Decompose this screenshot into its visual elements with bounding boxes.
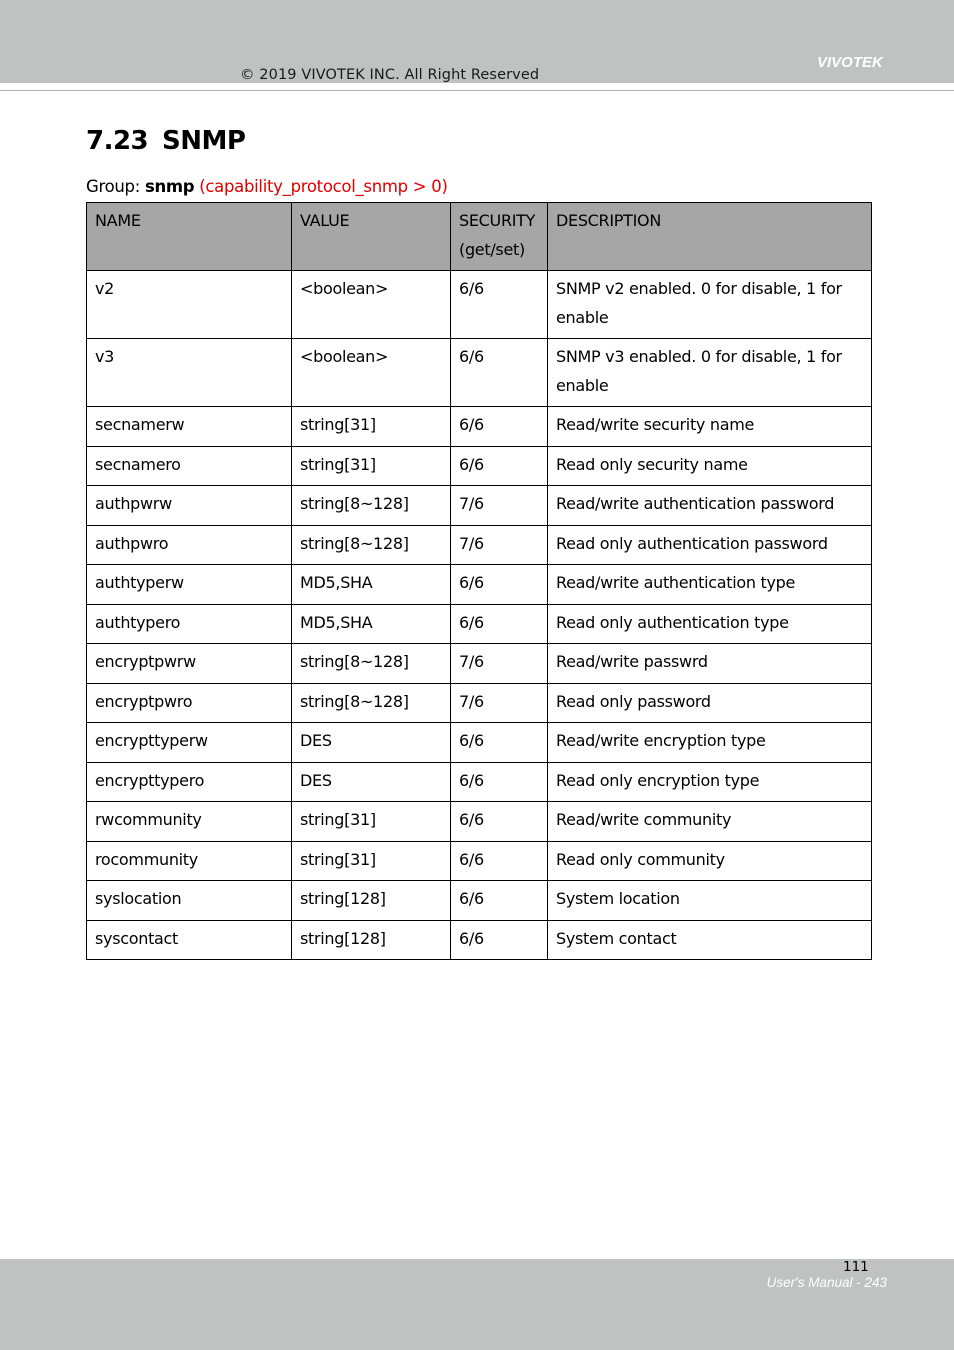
- table-row: [87, 644, 872, 684]
- cell-description: SNMP v3 enabled. 0 for disable, 1 for enable: [548, 339, 872, 407]
- group-name: snmp: [144, 177, 195, 196]
- table-row: [87, 841, 872, 881]
- cell-security: 6/6: [451, 407, 548, 447]
- table-row: [87, 339, 872, 407]
- cell-description: Read/write authentication password: [548, 486, 872, 526]
- table-row: [87, 271, 872, 339]
- cell-name: encrypttypero: [87, 762, 292, 802]
- cell-description: Read/write authentication type: [548, 565, 872, 605]
- header-value: VALUE: [292, 203, 451, 271]
- cell-value: MD5,SHA: [292, 565, 451, 605]
- group-condition: (capability_protocol_snmp > 0): [194, 177, 448, 196]
- table-row: [87, 604, 872, 644]
- table-row: [87, 446, 872, 486]
- header-security-line1: SECURITY: [459, 211, 536, 230]
- table-row: [87, 565, 872, 605]
- cell-security: 6/6: [451, 446, 548, 486]
- table-row: [87, 407, 872, 447]
- cell-value: string[31]: [292, 802, 451, 842]
- section-number: 7.23: [86, 126, 149, 156]
- cell-name: authtypero: [87, 604, 292, 644]
- header-description: DESCRIPTION: [548, 203, 872, 271]
- table-row: [87, 762, 872, 802]
- group-line: [86, 177, 448, 196]
- cell-value: string[8~128]: [292, 486, 451, 526]
- cell-security: 7/6: [451, 644, 548, 684]
- cell-name: encrypttyperw: [87, 723, 292, 763]
- cell-description: Read only encryption type: [548, 762, 872, 802]
- cell-value: string[128]: [292, 920, 451, 960]
- cell-security: 6/6: [451, 604, 548, 644]
- cell-description: System contact: [548, 920, 872, 960]
- cell-description: Read only community: [548, 841, 872, 881]
- cell-security: 6/6: [451, 565, 548, 605]
- table-row: [87, 683, 872, 723]
- header-security-line2: (get/set): [459, 239, 525, 259]
- header-name: NAME: [87, 203, 292, 271]
- footer-band: [0, 1259, 954, 1350]
- cell-security: 6/6: [451, 881, 548, 921]
- cell-description: Read/write passwrd: [548, 644, 872, 684]
- cell-security: 7/6: [451, 683, 548, 723]
- table-row: [87, 920, 872, 960]
- cell-value: string[31]: [292, 446, 451, 486]
- cell-name: syslocation: [87, 881, 292, 921]
- cell-value: string[128]: [292, 881, 451, 921]
- section-name: SNMP: [162, 126, 246, 156]
- cell-name: syscontact: [87, 920, 292, 960]
- cell-name: rwcommunity: [87, 802, 292, 842]
- table-row: [87, 723, 872, 763]
- cell-security: 6/6: [451, 339, 548, 407]
- cell-security: 6/6: [451, 920, 548, 960]
- cell-description: Read only authentication type: [548, 604, 872, 644]
- cell-security: 7/6: [451, 486, 548, 526]
- brand-logo-text: VIVOTEK: [817, 54, 883, 71]
- cell-description: Read/write community: [548, 802, 872, 842]
- cell-security: 7/6: [451, 525, 548, 565]
- manual-page-label: User's Manual - 243: [766, 1275, 887, 1290]
- cell-security: 6/6: [451, 271, 548, 339]
- section-title: [86, 126, 245, 156]
- cell-name: v3: [87, 339, 292, 407]
- cell-security: 6/6: [451, 762, 548, 802]
- cell-value: string[31]: [292, 841, 451, 881]
- cell-value: <boolean>: [292, 271, 451, 339]
- copyright-notice: © 2019 VIVOTEK INC. All Right Reserved: [240, 67, 540, 83]
- header-security: [451, 203, 548, 271]
- cell-name: encryptpwrw: [87, 644, 292, 684]
- cell-name: encryptpwro: [87, 683, 292, 723]
- cell-value: MD5,SHA: [292, 604, 451, 644]
- header-divider: [0, 90, 954, 91]
- cell-value: DES: [292, 723, 451, 763]
- cell-value: <boolean>: [292, 339, 451, 407]
- cell-name: authpwrw: [87, 486, 292, 526]
- cell-description: Read only password: [548, 683, 872, 723]
- cell-name: authtyperw: [87, 565, 292, 605]
- cell-description: Read/write security name: [548, 407, 872, 447]
- cell-value: string[31]: [292, 407, 451, 447]
- group-prefix: Group:: [86, 177, 145, 196]
- cell-security: 6/6: [451, 723, 548, 763]
- table-row: [87, 525, 872, 565]
- cell-name: authpwro: [87, 525, 292, 565]
- cell-description: System location: [548, 881, 872, 921]
- cell-description: Read only authentication password: [548, 525, 872, 565]
- table-row: [87, 486, 872, 526]
- cell-description: Read/write encryption type: [548, 723, 872, 763]
- cell-name: secnamero: [87, 446, 292, 486]
- cell-description: Read only security name: [548, 446, 872, 486]
- cell-value: string[8~128]: [292, 644, 451, 684]
- table-row: [87, 802, 872, 842]
- parameter-table: [86, 202, 872, 960]
- cell-name: secnamerw: [87, 407, 292, 447]
- cell-description: SNMP v2 enabled. 0 for disable, 1 for enable: [548, 271, 872, 339]
- table-row: [87, 881, 872, 921]
- table-header-row: [87, 203, 872, 271]
- cell-name: v2: [87, 271, 292, 339]
- cell-security: 6/6: [451, 841, 548, 881]
- cell-security: 6/6: [451, 802, 548, 842]
- cell-value: string[8~128]: [292, 525, 451, 565]
- page-number: 111: [843, 1259, 869, 1275]
- cell-value: DES: [292, 762, 451, 802]
- cell-value: string[8~128]: [292, 683, 451, 723]
- cell-name: rocommunity: [87, 841, 292, 881]
